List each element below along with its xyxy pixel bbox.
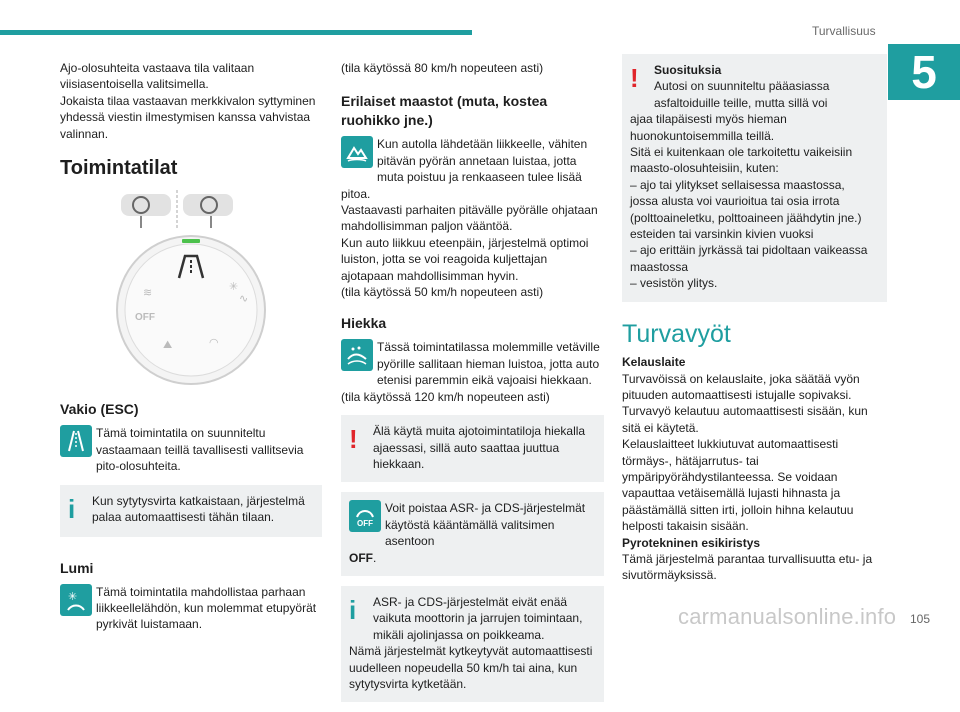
chapter-number: 5 [888, 44, 960, 100]
selector-dial-diagram [91, 186, 291, 386]
advice-box [622, 54, 887, 302]
intro-text: Ajo-olosuhteita vastaava tila valitaan viisiasentoisella valitsimella. Jokaista tilaa vastaavan merkkivalon syttyminen yhdessä viestin ilmestymisen kanssa vahvistaa valinnan. [60, 61, 316, 141]
lumi-heading: Lumi [60, 559, 94, 576]
svg-text:✳: ✳ [68, 589, 78, 603]
steering-wheel-icon [121, 190, 233, 230]
lumi-text: Tämä toimintatila mahdollistaa parhaan liikkeellelähdön, kun molemmat etupyörät pyrkivät luistamaan. [96, 584, 317, 632]
vakio-info-box [60, 485, 322, 537]
warning-icon: ! [630, 63, 639, 93]
pyro-text: Tämä järjestelmä parantaa turvallisuutta etu- ja sivutörmäyksissä. [622, 551, 873, 583]
column-right [622, 60, 887, 584]
off-mode-icon [349, 500, 381, 532]
hiekka-warning-text: Älä käytä muita ajotoimintatiloja hiekalla ajaessasi, sillä auto saattaa juuttua hiekkaan. [373, 424, 586, 471]
mud-mode-icon [341, 136, 373, 168]
header-accent-bar [0, 30, 472, 35]
advice-heading: Suosituksia [654, 63, 722, 77]
section-title: Turvallisuus [812, 24, 876, 38]
snow-mode-icon [60, 584, 92, 616]
vakio-heading: Vakio (ESC) [60, 401, 139, 418]
watermark: carmanualsonline.info [678, 604, 897, 629]
svg-text:≋: ≋ [143, 286, 153, 300]
pyro-heading: Pyrotekninen esikiristys [622, 535, 761, 550]
maasto-heading: Erilaiset maastot (muta, kostea ruohikko jne.) [341, 93, 548, 129]
dial-knob [117, 236, 265, 384]
maasto-text: Kun autolla lähdetään liikkeelle, vähiten pitävän pyörän annetaan luistaa, jotta muta poistuu ja renkaaseen tulee lisää pitoa. Vastaavasti parhaiten pitävälle pyörälle ohjataan mahdollisimman paljon vääntöä. Kun auto liikkuu eteenpäin, järjestelmä optimoi luiston, jotta se voi reagoida kuljettajan ajotapaan mahdollisimman hyvin. (tila käytössä 50 km/h nopeuteen asti) [341, 137, 598, 300]
info-icon: i [68, 493, 76, 524]
modes-heading: Toimintatilat [60, 157, 178, 180]
off-icon-label: OFF [357, 518, 373, 528]
vakio-block [60, 425, 322, 474]
hiekka-warning-box [341, 415, 604, 482]
kelaus-heading: Kelauslaite [622, 355, 686, 370]
svg-text:∿: ∿ [239, 292, 249, 306]
hiekka-heading: Hiekka [341, 315, 387, 332]
column-left [60, 60, 322, 633]
road-mode-icon [60, 425, 92, 457]
svg-text:◠: ◠ [209, 336, 219, 350]
lumi-block [60, 584, 322, 633]
off-text-main: Voit poistaa ASR- ja CDS-järjestelmät käytöstä kääntämällä valitsimen asentoon [385, 501, 586, 549]
vakio-text: Tämä toimintatila on suunniteltu vastaamaan teillä tavallisesti vallitsevia pito-olosuhteita. [96, 426, 304, 474]
warning-icon: ! [349, 424, 358, 455]
svg-text:⛰: ⛰ [163, 338, 173, 352]
asr-info-text: ASR- ja CDS-järjestelmät eivät enää vaikuta moottorin ja jarrujen toimintaan, mikäli ajolinjassa on poikkeama. Nämä järjestelmät kytkeytyvät automaattisesti uudelleen nopeudella 50 km/h tai aina, kun sytytysvirta kytketään. [349, 594, 593, 691]
asr-info-box [341, 586, 604, 702]
maasto-block [341, 136, 604, 300]
hiekka-block [341, 339, 604, 405]
column-middle [341, 60, 604, 712]
seatbelts-heading: Turvavyöt [622, 319, 731, 348]
kelaus-text: Turvavöissä on kelauslaite, joka säätää vyön pituuden automaattisesti istujalle sopivaksi. Turvavyö kelautuu automaattisesti sisään, kun sitä ei käytetä. Kelauslaitteet lukkiutuvat automaattisesti törmäys-, hätäjarrutus- tai ympäripyörähdystilanteessa. Se voidaan vapauttaa vetäisemällä lujasti hihnasta ja päästämällä sitten irti, jolloin hihna kelautuu helposti takaisin sisään. [622, 371, 868, 534]
page-number: 105 [910, 612, 931, 626]
dial-off-label: OFF [135, 312, 155, 324]
sand-mode-icon [341, 339, 373, 371]
off-text-end: . [373, 550, 377, 565]
off-text-bold: OFF [349, 550, 373, 565]
off-box [341, 492, 604, 576]
info-icon: i [349, 594, 357, 625]
off-text [349, 501, 585, 564]
advice-text: Autosi on suunniteltu pääasiassa asfaltoiduille teille, mutta sillä voi ajaa tilapäisesti myös hieman huonokuntoisemmilla teillä. Sitä ei kuitenkaan ole tarkoitettu vaikeisiin maasto-olosuhteisiin, kuten: – ajo tai ylitykset sellaisessa maastossa, jossa alusta voi vaurioitua tai osia irrota (polttoaineletku, polttoaineen jäähdytin jne.) esteiden tai varsinkin kivien vuoksi – ajo erittäin jyrkässä tai pidoltaan vaikeassa maastossa – vesistön ylitys. [630, 79, 868, 291]
vakio-info-text: Kun sytytysvirta katkaistaan, järjestelmä palaa automaattisesti tähän tilaan. [92, 493, 305, 525]
lumi-speed-text: (tila käytössä 80 km/h nopeuteen asti) [341, 61, 544, 75]
hiekka-text: Tässä toimintatilassa molemmille vetäville pyörille sallitaan hieman luistoa, jotta auto etenisi paremmin eikä vajoaisi hiekkaan. (tila käytössä 120 km/h nopeuteen asti) [341, 340, 600, 404]
svg-text:✳: ✳ [229, 280, 239, 294]
